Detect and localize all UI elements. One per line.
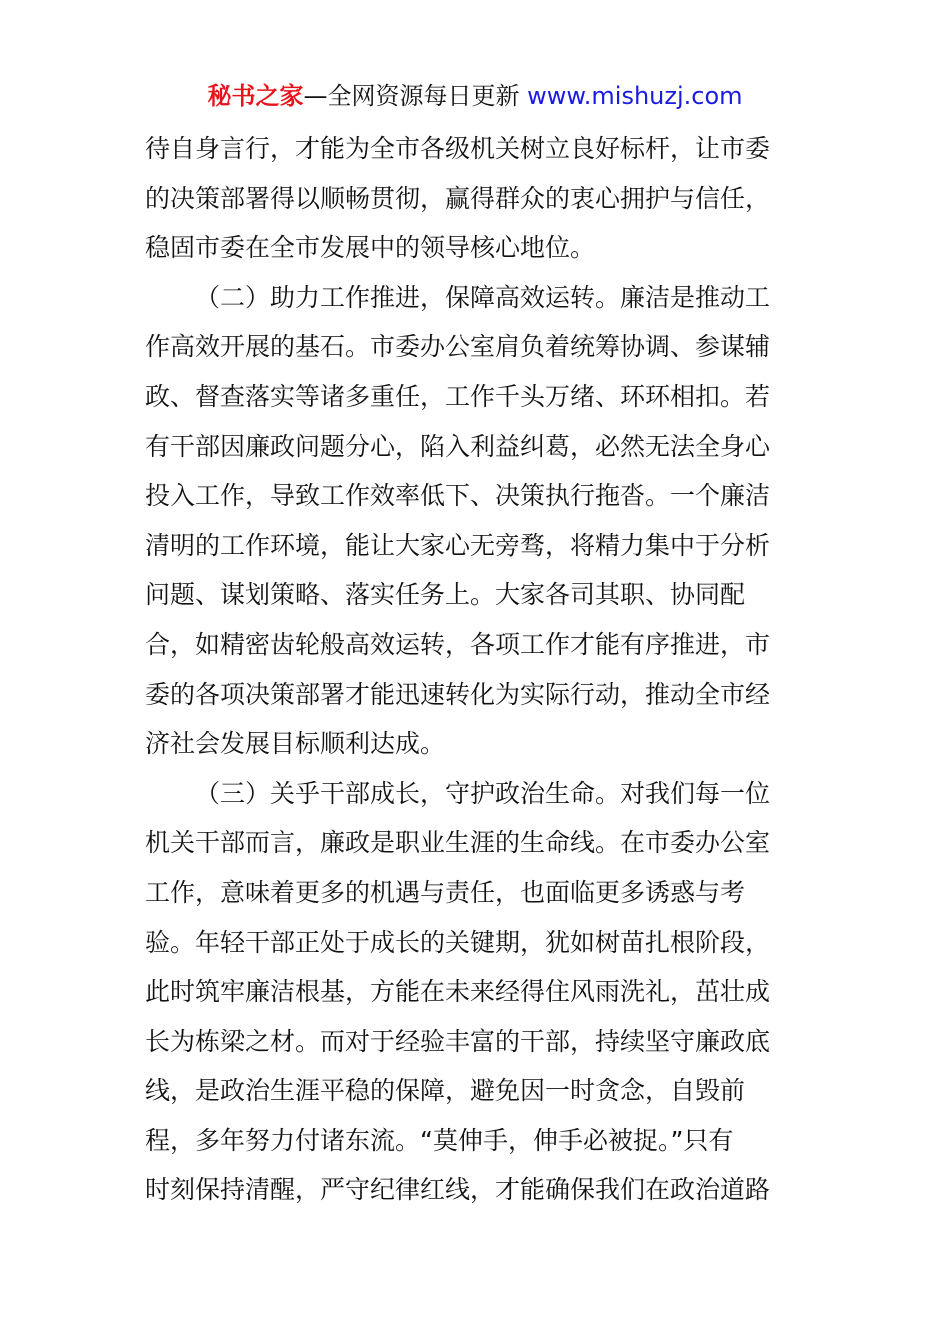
text-line: 清明的工作环境，能让大家心无旁骛，将精力集中于分析	[145, 530, 771, 560]
text-line: 验。年轻干部正处于成长的关键期，犹如树苗扎根阶段，	[145, 927, 771, 957]
text-line: 政、督查落实等诸多重任，工作千头万绪、环环相扣。若	[145, 381, 771, 411]
text-line: 此时筑牢廉洁根基，方能在未来经得住风雨洗礼，茁壮成	[145, 977, 771, 1007]
text-line: 济社会发展目标顺利达成。	[145, 729, 446, 759]
text-line: 问题、谋划策略、落实任务上。大家各司其职、协同配	[145, 580, 746, 610]
paragraph-start-line: （二）助力工作推进，保障高效运转。廉洁是推动工	[195, 282, 771, 312]
text-line: 稳固市委在全市发展中的领导核心地位。	[145, 233, 596, 263]
text-line: 的决策部署得以顺畅贯彻，赢得群众的衷心拥护与信任，	[145, 183, 771, 213]
text-line: 时刻保持清醒，严守纪律红线，才能确保我们在政治道路	[145, 1175, 771, 1205]
text-line: 长为栋梁之材。而对于经验丰富的干部，持续坚守廉政底	[145, 1026, 771, 1056]
text-line: 投入工作，导致工作效率低下、决策执行拖沓。一个廉洁	[145, 481, 771, 511]
text-line: 工作，意味着更多的机遇与责任，也面临更多诱惑与考	[145, 877, 746, 907]
brand-name: 秘书之家	[207, 82, 304, 110]
text-line: 程，多年努力付诸东流。“莫伸手，伸手必被捉。”只有	[145, 1125, 734, 1155]
text-line: 机关干部而言，廉政是职业生涯的生命线。在市委办公室	[145, 828, 771, 858]
text-line: 委的各项决策部署才能迅速转化为实际行动，推动全市经	[145, 679, 771, 709]
text-line: 线，是政治生涯平稳的保障，避免因一时贪念，自毁前	[145, 1076, 746, 1106]
page-header	[0, 80, 950, 112]
text-line: 作高效开展的基石。市委办公室肩负着统筹协调、参谋辅	[145, 332, 771, 362]
text-line: 待自身言行，才能为全市各级机关树立良好标杆，让市委	[145, 134, 771, 163]
paragraph-start-line: （三）关乎干部成长，守护政治生命。对我们每一位	[195, 778, 771, 808]
text-line: 合，如精密齿轮般高效运转，各项工作才能有序推进，市	[145, 629, 771, 659]
document-body	[145, 124, 805, 1215]
site-url[interactable]: www.mishuzj.com	[527, 82, 743, 110]
text-line: 有干部因廉政问题分心，陷入利益纠葛，必然无法全身心	[145, 431, 771, 461]
header-tagline: —全网资源每日更新	[303, 82, 520, 110]
